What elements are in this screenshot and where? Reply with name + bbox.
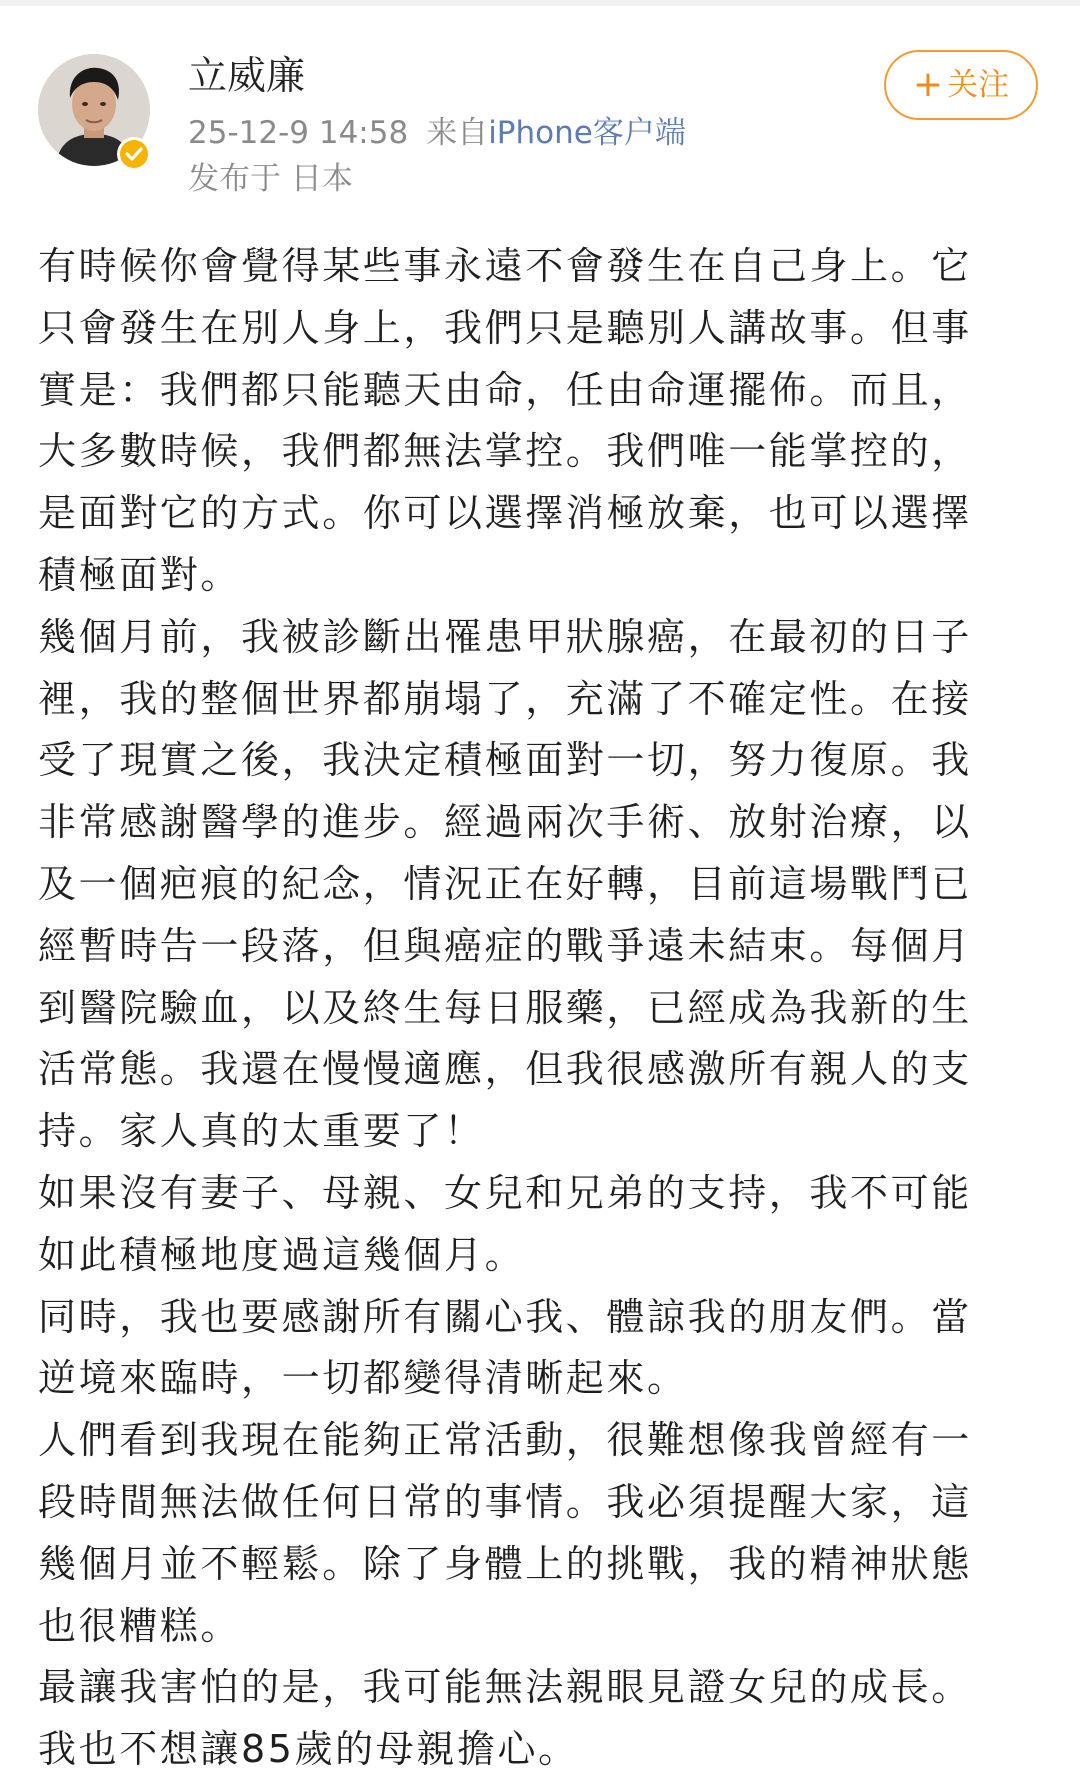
post-text-line: 只會發生在別人身上，我們只是聽別人講故事。但事 [38,305,972,350]
plus-icon: + [912,64,944,105]
post-text-line: 我也不想讓85歲的母親擔心。 [38,1727,579,1772]
post-text-line: 逆境來臨時，一切都變得清晰起來。 [38,1356,688,1401]
post-text-line: 有時候你會覺得某些事永遠不會發生在自己身上。它 [38,244,972,288]
verified-badge-icon [116,136,152,172]
source-prefix: 来自 [426,115,489,151]
post-text-line: 持。家人真的太重要了！ [38,1109,485,1154]
post-text-line: 非常感謝醫學的進步。經過兩次手術、放射治療，以 [38,800,972,845]
post-text-line: 活常態。我還在慢慢適應，但我很感激所有親人的支 [38,1047,972,1092]
post-location: 发布于 日本 [188,161,353,197]
post-text-line: 受了現實之後，我決定積極面對一切，努力復原。我 [38,738,972,783]
post-text-line: 如此積極地度過這幾個月。 [38,1232,526,1277]
post-timestamp: 25-12-9 14:58 [188,115,409,151]
follow-label: 关注 [947,67,1010,103]
author-name[interactable]: 立威廉 [188,54,306,99]
post-text-line: 如果沒有妻子、母親、女兒和兄弟的支持，我不可能 [38,1170,972,1215]
post-text-line: 同時，我也要感謝所有關心我、體諒我的朋友們。當 [38,1294,972,1339]
post-text-line: 裡，我的整個世界都崩塌了，充滿了不確定性。在接 [38,676,972,721]
post-text-line: 也很糟糕。 [38,1603,242,1648]
post-text-line: 到醫院驗血，以及終生每日服藥，已經成為我新的生 [38,985,972,1030]
source-client-link[interactable]: iPhone客户端 [488,115,686,151]
post-text-line: 幾個月前，我被診斷出罹患甲狀腺癌，在最初的日子 [38,614,972,659]
post-text-line: 實是：我們都只能聽天由命，任由命運擺佈。而且， [38,367,972,412]
post-text-line: 段時間無法做任何日常的事情。我必須提醒大家，這 [38,1479,972,1524]
post-text-line: 最讓我害怕的是，我可能無法親眼見證女兒的成長。 [38,1665,972,1710]
post-header [0,40,1080,210]
post-text-line: 人們看到我現在能夠正常活動，很難想像我曾經有一 [38,1418,972,1463]
top-divider [0,0,1080,6]
post-text-line: 是面對它的方式。你可以選擇消極放棄，也可以選擇 [38,491,972,536]
post-text-line: 幾個月並不輕鬆。除了身體上的挑戰，我的精神狀態 [38,1541,972,1586]
post-text-line: 大多數時候，我們都無法掌控。我們唯一能掌控的， [38,429,972,474]
follow-button[interactable] [884,50,1038,120]
post-text [38,236,1048,1781]
post-text-line: 及一個疤痕的紀念，情況正在好轉，目前這場戰鬥已 [38,861,972,906]
post-meta [188,112,686,154]
post-text-line: 積極面對。 [38,552,242,597]
post-text-line: 經暫時告一段落，但與癌症的戰爭遠未結束。每個月 [38,923,972,968]
